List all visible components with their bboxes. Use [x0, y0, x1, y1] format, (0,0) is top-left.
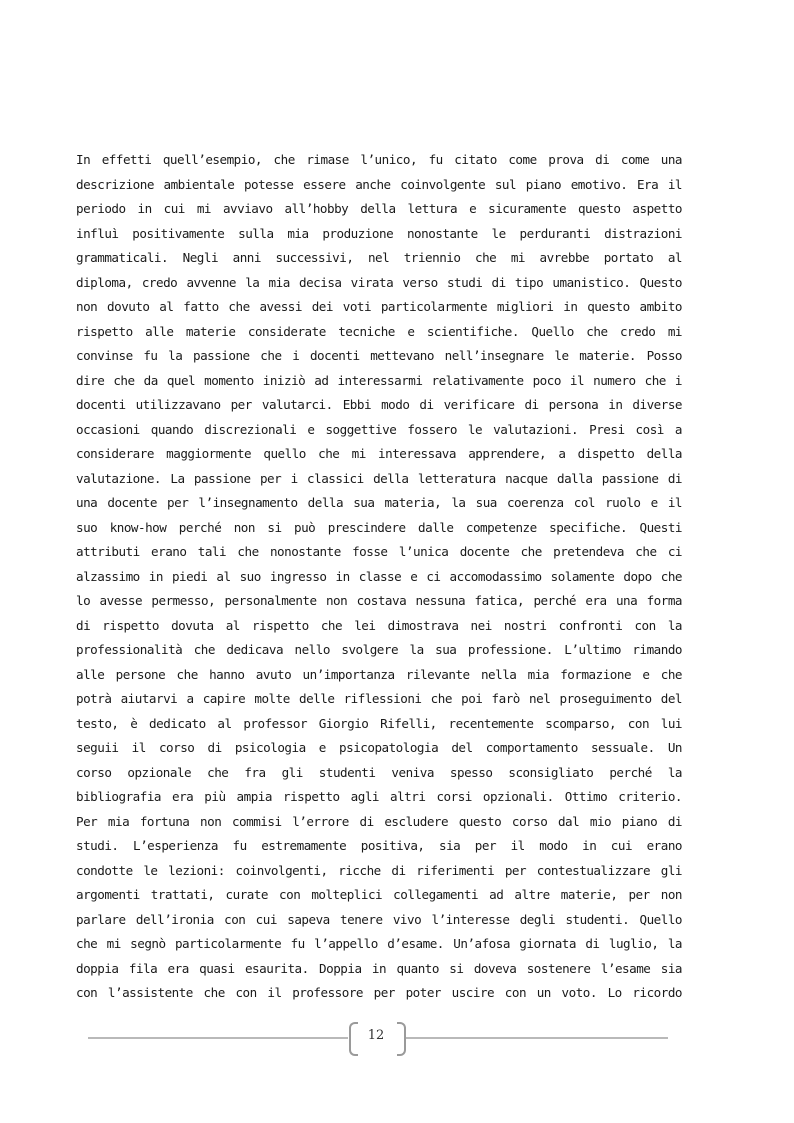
- text-line: studi. L’esperienza fu estremamente positiva, sia per il modo in cui erano: [76, 838, 682, 853]
- text-line: testo, è dedicato al professor Giorgio Rifelli, recentemente scomparso, con lui: [76, 715, 682, 731]
- text-line: influì positivamente sulla mia produzione nonostante le perduranti distrazioni: [76, 225, 682, 241]
- page-number: 12: [367, 1028, 385, 1043]
- text-line: parlare dell’ironia con cui sapeva tenere vivo l’interesse degli studenti. Quello: [76, 911, 682, 927]
- footer-rule-left: [88, 1037, 348, 1039]
- text-line: potrà aiutarvi a capire molte delle riflessioni che poi farò nel proseguimento del: [76, 691, 682, 706]
- text-line: rispetto alle materie considerate tecniche e scientifiche. Quello che credo mi: [76, 323, 682, 339]
- text-line: In effetti quell’esempio, che rimase l’unico, fu citato come prova di come una: [76, 152, 682, 167]
- text-line: periodo in cui mi avviavo all’hobby della lettura e sicuramente questo aspetto: [76, 201, 682, 216]
- text-line: descrizione ambientale potesse essere anche coinvolgente sul piano emotivo. Era il: [76, 176, 682, 192]
- text-line: diploma, credo avvenne la mia decisa virata verso studi di tipo umanistico. Questo: [76, 274, 682, 290]
- text-line: di rispetto dovuta al rispetto che lei dimostrava nei nostri confronti con la: [76, 617, 682, 633]
- text-line: lo avesse permesso, personalmente non costava nessuna fatica, perché era una forma: [76, 593, 682, 608]
- text-line: non dovuto al fatto che avessi dei voti particolarmente migliori in questo ambito: [76, 299, 682, 314]
- text-line: una docente per l’insegnamento della sua materia, la sua coerenza col ruolo e il: [76, 495, 682, 510]
- text-line: dire che da quel momento iniziò ad interessarmi relativamente poco il numero che i: [76, 372, 682, 388]
- text-line: alle persone che hanno avuto un’importanza rilevante nella mia formazione e che: [76, 666, 682, 682]
- text-line: grammaticali. Negli anni successivi, nel triennio che mi avrebbe portato al: [76, 250, 682, 265]
- footer-rule-right: [406, 1037, 668, 1039]
- text-line: che mi segnò particolarmente fu l’appello d’esame. Un’afosa giornata di luglio, la: [76, 936, 682, 951]
- text-line: condotte le lezioni: coinvolgenti, ricche di riferimenti per contestualizzare gli: [76, 862, 682, 878]
- page-footer: [88, 1022, 668, 1056]
- text-line: Per mia fortuna non commisi l’errore di escludere questo corso dal mio piano di: [76, 813, 682, 829]
- text-line: attributi erano tali che nonostante fosse l’unica docente che pretendeva che ci: [76, 544, 682, 559]
- text-line: docenti utilizzavano per valutarci. Ebbi modo di verificare di persona in diverse: [76, 397, 682, 412]
- text-line: occasioni quando discrezionali e soggettive fossero le valutazioni. Presi così a: [76, 421, 682, 437]
- text-line: seguii il corso di psicologia e psicopatologia del comportamento sessuale. Un: [76, 740, 682, 755]
- text-line: argomenti trattati, curate con molteplici collegamenti ad altre materie, per non: [76, 887, 682, 902]
- text-line: professionalità che dedicava nello svolgere la sua professione. L’ultimo rimando: [76, 642, 682, 657]
- text-line: considerare maggiormente quello che mi interessava apprendere, a dispetto della: [76, 446, 682, 461]
- text-line: corso opzionale che fra gli studenti veniva spesso sconsigliato perché la: [76, 764, 682, 780]
- text-line: suo know-how perché non si può prescindere dalle competenze specifiche. Questi: [76, 519, 682, 535]
- text-line: con l’assistente che con il professore per poter uscire con un voto. Lo ricordo: [76, 985, 682, 1000]
- text-line: doppia fila era quasi esaurita. Doppia in quanto si doveva sostenere l’esame sia: [76, 960, 682, 976]
- text-line: convinse fu la passione che i docenti mettevano nell’insegnare le materie. Posso: [76, 348, 682, 363]
- document-body: [76, 148, 682, 1006]
- text-line: bibliografia era più ampia rispetto agli altri corsi opzionali. Ottimo criterio.: [76, 789, 682, 804]
- text-line: valutazione. La passione per i classici della letteratura nacque dalla passione di: [76, 470, 682, 486]
- footer-bracket-close: [397, 1022, 406, 1056]
- text-line: alzassimo in piedi al suo ingresso in classe e ci accomodassimo solamente dopo che: [76, 568, 682, 584]
